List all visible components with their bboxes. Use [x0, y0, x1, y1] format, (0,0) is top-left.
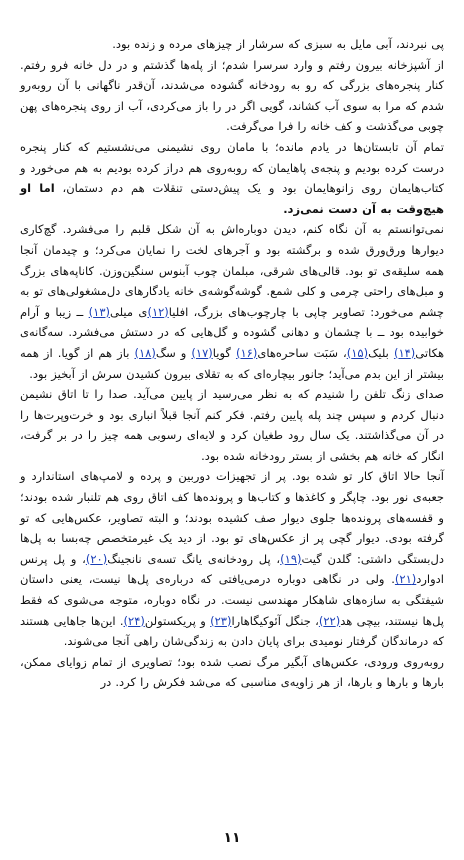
paragraph — [20, 34, 444, 55]
text-run: ، جنگل آئوکیگاهارا — [231, 613, 319, 628]
footnote-reference[interactable]: (۱۳) — [88, 304, 111, 319]
text-run: . این‌ها جاهایی هستند که درماندگان گرفتار نومیدی برای پایان دادن به زندگی‌شان راهی آنجا می‌شوند. — [20, 613, 444, 649]
text-run: . ولی در نگاهی دوباره درمی‌یافتی که درباره‌ی پل‌ها نیست، یعنی داستان شیفتگی به سازه‌های شاهکار مهندسی نیست. در نگاه دوباره، متوجه می‌شوی که فقط پل‌ها نیستند، بیچی هد — [20, 572, 444, 628]
footnote-reference[interactable]: (۱۵) — [346, 345, 369, 360]
text-run: ــ زیبا و آرام خوابیده بود ــ با چشمان و دهانی گشوده و گل‌هایی که در دستش می‌فشرد. سه‌گانه‌ی هکاتی — [20, 304, 445, 360]
text-run: باز هم از گویا. از همه بیشتر از این بدم می‌آید؛ جانور بیچاره‌ای که به تقلای بیرون کشیدن سرش از آبخیز بود. — [20, 345, 444, 381]
emphasized-text: اما او هیچ‌وقت به آن دست نمی‌زد. — [20, 181, 444, 216]
paragraph — [20, 466, 444, 651]
text-run: نمی‌توانستم به آن نگاه کنم، دیدن دوباره‌اش به آن شکل قلبم را می‌فشرد. گچ‌کاری دیوارها ورق‌ورق شده و برگشته بود و آجرهای لخت را نمایان می‌کرد؛ و چیدمان آنجا همه سلیقه‌ی تو بود. قالی‌های شرقی، مبلمان چوب آبنوس سنگین‌وزن. کاناپه‌های بزرگ و مبل‌های راحتی چرمی و کلی شمع. گوشه‌گوشه‌ی خانه یادگارهای دل‌مشغولی‌های تو به چشم می‌خورد: تصاویر چاپی با چارچوب‌های بزرگ، افلیا — [20, 222, 444, 319]
text-run: بلیک — [368, 345, 394, 360]
text-run: پی نبردند، آبی مایل به سبزی که سرشار از چیزهای مرده و زنده بود. — [112, 37, 444, 51]
text-run: ، سَبَت ساحره‌های — [257, 345, 347, 360]
text-run: ، پل رودخانه‌ی یانگ تسه‌ی نانجینگ — [107, 551, 281, 566]
text-run: روبه‌روی ورودی، عکس‌های آبگیر مرگ نصب شده بود؛ تصاویری از تمام زوایای ممکن، بارها و بارها و بارها، از هر زاویه‌ی مناسبی که می‌شد فکرش را کرد. در — [20, 654, 444, 690]
text-run: از آشپزخانه بیرون رفتم و وارد سرسرا شدم؛ از پله‌ها گذشتم و در دل خانه فرو رفتم. کنار پنجره‌های بزرگی که رو به رودخانه گشوده می‌شدند، آن‌قدر ناگهانی با آن روبه‌رو شدم که مرا به سوی آب کشاند، گویی اگر در را باز می‌کردی، آب از روی پنجره‌های پهن چوبی می‌گذشت و کف خانه را فرا می‌گرفت. — [20, 57, 444, 134]
paragraph — [20, 384, 444, 466]
paragraph — [20, 137, 444, 219]
paragraph — [20, 219, 444, 384]
footnote-reference[interactable]: (۲۳) — [210, 613, 232, 628]
footnote-reference[interactable]: (۱۲) — [147, 304, 169, 319]
footnote-reference[interactable]: (۱۹) — [280, 551, 302, 566]
footnote-reference[interactable]: (۲۲) — [318, 613, 341, 628]
footnote-reference[interactable]: (۲۰) — [85, 551, 108, 566]
text-run: تمام آن تابستان‌ها در یادم مانده؛ با مامان روی نشیمنی می‌نشستیم که کنار پنجره درست کرده بودیم و پنجه‌ی پاهایمان که روبه‌روی هم دراز کرده بودیم به هم می‌خورد و کتاب‌هایمان روی زانوهایمان بود و یک پیش‌دستی تنقلات هم دم دستمان، — [20, 139, 444, 196]
text-run: آنجا حالا اتاق کار تو شده بود. پر از تجهیزات دوربین و پرده و لامپ‌های استاندارد و جعبه‌ی نور بود. چاپگر و کاغذها و کتاب‌ها و پرونده‌ها کف اتاق روی هم تلنبار شده بودند؛ و قفسه‌های پرونده‌ها جلوی دیوار صف کشیده بودند؛ و البته تصاویر، عکس‌هایی که تو گرفته بودی. دیوار گچی پر از عکس‌های تو بود. از دید یک غیرمتخصص چه‌بسا به پل‌ها دل‌بستگی داشتی: گلدن گیت — [20, 469, 444, 566]
footnote-reference[interactable]: (۲۴) — [123, 613, 145, 628]
text-run: و پریکستولن — [144, 613, 211, 628]
text-run: گویا — [212, 345, 236, 360]
footnote-reference[interactable]: (۱۸) — [134, 345, 156, 360]
footnote-reference[interactable]: (۱۶) — [235, 345, 258, 360]
text-run: ی میلی — [110, 304, 148, 319]
text-run: ، و پل پرنس ادوارد — [20, 551, 444, 587]
footnote-reference[interactable]: (۱۴) — [393, 345, 416, 360]
text-run: صدای زنگ تلفن را شنیدم که به نظر می‌رسید از پایین می‌آید. صدا را تا اتاق نشیمن دنبال کردم و سپس چند پله پایین رفتم. فکر کنم آنجا قبلاً انباری بود و خرت‌وپرت‌ها را در آن می‌گذاشتند. یک سال رود طغیان کرد و لایه‌ای رسوبی همه چیز را در بر گرفت، انگار که خانه هم بخشی از بستر رودخانه شده بود. — [20, 387, 444, 463]
paragraph — [20, 55, 444, 137]
footnote-reference[interactable]: (۲۱) — [394, 572, 417, 587]
paragraph — [20, 652, 444, 693]
text-run: و سگ — [155, 345, 192, 360]
body-text — [20, 34, 444, 693]
footnote-reference[interactable]: (۱۷) — [191, 345, 213, 360]
page-number: ۱۱ — [223, 830, 241, 846]
